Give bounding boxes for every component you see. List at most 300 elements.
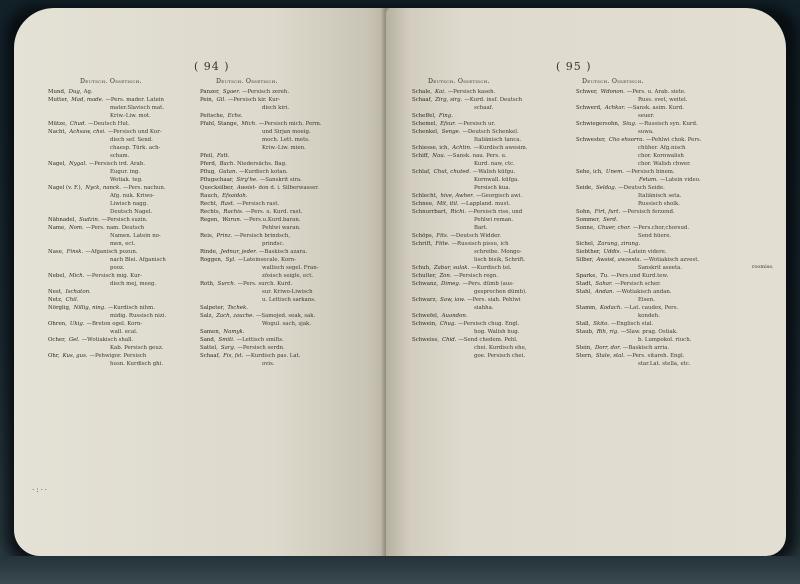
ossetian-word: Sudzin. — [79, 217, 100, 223]
german-word: Quecksilber, — [200, 185, 234, 191]
german-word: Roth, — [200, 281, 215, 287]
ossetian-word: Andan. — [594, 289, 615, 295]
dictionary-entry — [576, 96, 750, 104]
cognate-note: —Afganisch pozun. — [85, 249, 138, 255]
cognate-note: —Lat. caudex, Pers. — [624, 305, 679, 311]
ossetian-word: Surch. — [217, 281, 236, 287]
ossetian-word: Fiite. — [435, 241, 450, 247]
cognate-note: Persisch kua. — [474, 185, 511, 191]
dictionary-entry — [48, 240, 198, 248]
dictionary-entry — [200, 248, 378, 256]
dictionary-entry — [576, 120, 750, 128]
cognate-note: Bart. — [474, 225, 488, 231]
cognate-note: —Pers.chor,chorsud. — [632, 225, 690, 231]
dictionary-entry — [412, 320, 572, 328]
cognate-note: pooz. — [110, 265, 125, 271]
cognate-note: —Baskisch arria. — [622, 345, 670, 351]
cognate-note: u. Lettisch sarkans. — [262, 297, 316, 303]
german-word: Nagel (v. F.), — [48, 185, 83, 191]
cognate-note: —Pers.und Kurd.tew. — [610, 273, 669, 279]
ossetian-word: Awsist- — [236, 185, 257, 191]
dictionary-entry — [576, 88, 750, 96]
cognate-note: chor. Kornwalish — [638, 153, 684, 159]
dictionary-entry — [576, 192, 750, 200]
cognate-note: Russ. svet, weitel. — [638, 97, 688, 103]
ossetian-word: Awsist, awzesta. — [596, 257, 642, 263]
cognate-note: und Sirjan moeig. — [262, 129, 311, 135]
cognate-note: —Sanskrit sira. — [259, 177, 302, 183]
german-word: Schnee, — [412, 201, 434, 207]
ossetian-word: Zabur, sulak. — [433, 265, 470, 271]
ossetian-word: Jednur, jeder. — [220, 249, 257, 255]
dictionary-entry — [200, 232, 378, 240]
ossetian-word: Chuer, chor. — [597, 225, 631, 231]
dictionary-entry — [200, 352, 378, 360]
right-page — [386, 8, 786, 556]
cognate-note: Eisen. — [638, 297, 655, 303]
ossetian-word: Achkar. — [604, 105, 626, 111]
ossetian-word: Sahar. — [595, 281, 613, 287]
german-word: Nase, — [48, 249, 64, 255]
left-column-2 — [200, 88, 378, 368]
dictionary-entry — [412, 88, 572, 96]
ossetian-word: Uddis. — [603, 249, 622, 255]
cognate-note: —Persisch mich. Perm. — [258, 121, 322, 127]
ossetian-word: Achsaw, chsi. — [69, 129, 106, 135]
cognate-note: Russisch sholk. — [638, 201, 680, 207]
dictionary-entry — [412, 216, 572, 224]
cognate-note: —Persisch scher. — [614, 281, 661, 287]
cognate-note: Italiänisch seta. — [638, 193, 682, 199]
dictionary-entry — [576, 176, 750, 184]
ossetian-word: Ukig. — [69, 321, 85, 327]
cognate-note: —Send chedem. Pehl. — [458, 337, 518, 343]
right-col1-header: Deutsch. Ossetisch. — [428, 78, 490, 85]
german-word: Stadt, — [576, 281, 593, 287]
german-word: Name, — [48, 225, 66, 231]
dictionary-entry — [200, 96, 378, 104]
dictionary-entry — [200, 160, 378, 168]
cognate-note: lisch bisik, Schrift. — [474, 257, 526, 263]
cognate-note: Namen. Latein no- — [110, 233, 161, 239]
ossetian-word: Echs. — [227, 113, 243, 119]
ossetian-word: Mich. — [69, 273, 85, 279]
dictionary-entry — [576, 256, 750, 264]
ossetian-word: Fits. — [436, 233, 449, 239]
ossetian-word: Richi. — [450, 209, 467, 215]
ossetian-word: Seldag. — [595, 185, 617, 191]
dictionary-entry — [48, 232, 198, 240]
dictionary-entry — [200, 360, 378, 368]
dictionary-entry — [412, 296, 572, 304]
dictionary-entry — [48, 328, 198, 336]
german-word: Schiff, — [412, 153, 430, 159]
german-word: Reis, — [200, 233, 214, 239]
ossetian-word: Tschek. — [227, 305, 248, 311]
dictionary-entry — [576, 136, 750, 144]
german-word: Pflugschaar, — [200, 177, 234, 183]
german-word: Silber, — [576, 257, 594, 263]
cognate-note: gesprochen dümb). — [474, 289, 527, 295]
cognate-note: —Persisch suzin. — [101, 217, 148, 223]
ossetian-word: Mad, made. — [71, 97, 104, 103]
ossetian-word: Skito. — [593, 321, 609, 327]
dictionary-entry — [200, 336, 378, 344]
ossetian-word: Warun. — [222, 217, 242, 223]
cognate-note: —Persisch rast. — [236, 201, 280, 207]
dictionary-entry — [412, 240, 572, 248]
cognate-note: scham. — [110, 153, 130, 159]
dictionary-entry — [48, 104, 198, 112]
cognate-note: star.Lat. stella, etc. — [638, 361, 691, 367]
cognate-note: sur. Kriwo-Liwisch — [262, 289, 313, 295]
ossetian-word: Cho ehsorra. — [608, 137, 645, 143]
german-word: Stamm, — [576, 305, 598, 311]
dictionary-entry — [200, 184, 378, 192]
cognate-note: —Latein videre. — [623, 249, 667, 255]
german-word: Nest, — [48, 289, 63, 295]
german-word: Staub, — [576, 329, 594, 335]
dictionary-entry — [576, 112, 750, 120]
dictionary-entry — [576, 264, 750, 272]
dictionary-entry — [576, 320, 750, 328]
german-word: Schwer, — [576, 89, 598, 95]
ossetian-word: Nom. — [68, 225, 84, 231]
german-word: Scheffel, — [412, 113, 436, 119]
ossetian-word: Tu. — [600, 273, 609, 279]
dictionary-entry — [200, 192, 378, 200]
dictionary-entry — [48, 336, 198, 344]
dictionary-entry — [412, 104, 572, 112]
cognate-note: Kurd. naw, ctc. — [474, 161, 515, 167]
cognate-note: Wotiak. teg. — [110, 177, 143, 183]
german-word: Mutter, — [48, 97, 69, 103]
german-word: Nebel, — [48, 273, 66, 279]
dictionary-entry — [200, 288, 378, 296]
ossetian-word: Gil. — [216, 97, 226, 103]
ossetian-word: Achtin. — [452, 145, 472, 151]
german-word: Pfeil, — [200, 153, 214, 159]
cognate-note: —Persisch zereh. — [242, 89, 290, 95]
dictionary-entry — [412, 272, 572, 280]
dictionary-entry — [200, 104, 378, 112]
dictionary-entry — [576, 160, 750, 168]
cognate-note: Send hüere. — [638, 233, 672, 239]
left-column-1 — [48, 88, 198, 368]
cognate-note: men, ect. — [110, 241, 136, 247]
german-word: Nagel, — [48, 161, 67, 167]
german-word: Schuh, — [412, 265, 431, 271]
german-word: Schwiegersohn, — [576, 121, 620, 127]
ossetian-word: Stale, stal. — [595, 353, 625, 359]
dictionary-entry — [576, 152, 750, 160]
dictionary-entry — [412, 120, 572, 128]
dictionary-entry — [200, 264, 378, 272]
dictionary-entry — [576, 304, 750, 312]
ossetian-word: Dorr, dor. — [594, 345, 621, 351]
left-page — [14, 8, 386, 556]
german-word: Schenkel, — [412, 129, 439, 135]
dictionary-entry — [200, 240, 378, 248]
ossetian-word: Efsaidah. — [222, 193, 248, 199]
cognate-note: —Pers. u. Kurd. rast. — [245, 209, 303, 215]
dictionary-entry — [48, 256, 198, 264]
ossetian-word: Fatt. — [216, 153, 230, 159]
dictionary-entry — [412, 208, 572, 216]
german-word: Sichel, — [576, 241, 595, 247]
german-word: Salz, — [200, 313, 214, 319]
german-word: Roggen, — [200, 257, 223, 263]
dictionary-entry — [48, 304, 198, 312]
dictionary-entry — [48, 152, 198, 160]
cognate-note: —Georgisch awi. — [475, 193, 523, 199]
dictionary-entry — [200, 272, 378, 280]
cognate-note: chei. Kurdisch ehe, — [474, 345, 527, 351]
ossetian-word: Nillig, ning. — [73, 305, 106, 311]
ossetian-word: Dug, — [68, 89, 82, 95]
dictionary-entry — [576, 280, 750, 288]
ossetian-word: Dimeg. — [441, 281, 461, 287]
ossetian-word: Chid. — [441, 337, 457, 343]
german-word: Schwerd, — [576, 105, 602, 111]
dictionary-entry — [412, 312, 572, 320]
ossetian-word: Smiti. — [218, 337, 235, 343]
dictionary-entry — [48, 192, 198, 200]
cognate-note: —Walish küfgu. — [472, 169, 516, 175]
right-column-1 — [412, 88, 572, 360]
ossetian-word: Sgaer. — [222, 89, 241, 95]
dictionary-entry — [412, 112, 572, 120]
cognate-note: prindsc. — [262, 241, 285, 247]
cognate-note: Afg. nuk. Kriwo- — [110, 193, 155, 199]
german-word: Sehe, ich, — [576, 169, 603, 175]
german-word: Schaaf, — [412, 97, 433, 103]
dictionary-entry — [576, 104, 750, 112]
dictionary-entry — [576, 144, 750, 152]
cognate-note: wall. ecal. — [110, 329, 138, 335]
cognate-note: don d. i. Silberwasser. — [258, 185, 319, 191]
ossetian-word: Nau. — [432, 153, 446, 159]
cognate-note: —Wotiakisch azvest. — [643, 257, 700, 263]
cognate-note: —Pers. nam. Deutsch — [85, 225, 145, 231]
german-word: Schwein, — [412, 321, 437, 327]
dictionary-entry — [412, 304, 572, 312]
cognate-note: —Persisch binem. — [625, 169, 675, 175]
dictionary-entry — [200, 312, 378, 320]
cognate-note: Eugur. ing. — [110, 169, 141, 175]
german-word: Rinde, — [200, 249, 218, 255]
german-word: Siebther, — [576, 249, 601, 255]
german-word: Schale, — [412, 89, 433, 95]
german-word: Regen, — [200, 217, 220, 223]
cognate-note: —Deutsch Schenkel. — [462, 129, 519, 135]
german-word: Schlaf, — [412, 169, 431, 175]
dictionary-entry — [576, 288, 750, 296]
dictionary-entry — [412, 128, 572, 136]
dictionary-entry — [576, 216, 750, 224]
cognate-note: —Pehwigor. Persisch — [89, 353, 147, 359]
dictionary-entry — [48, 296, 198, 304]
ossetian-word: Nygal. — [69, 161, 87, 167]
cognate-note: —Deutsch Widder. — [450, 233, 501, 239]
dictionary-entry — [48, 320, 198, 328]
dictionary-entry — [48, 312, 198, 320]
dictionary-entry — [412, 176, 572, 184]
dictionary-entry — [200, 296, 378, 304]
cognate-note: —Pers. mader. Latein — [105, 97, 164, 103]
cognate-note: —Kurdisch awesim. — [473, 145, 528, 151]
cognate-note: schreibe. Mongo- — [474, 249, 522, 255]
cognate-note: wallisch segel. Fran- — [262, 265, 319, 271]
cognate-note: —Lettisch smilts. — [236, 337, 284, 343]
ossetian-word: Chug. — [439, 321, 457, 327]
german-word: Pflug, — [200, 169, 216, 175]
right-column-2 — [576, 88, 750, 368]
dictionary-entry — [48, 344, 198, 352]
german-word: Sommer, — [576, 217, 601, 223]
german-word: Sohn, — [576, 209, 592, 215]
cognate-note: —Persisch und Kur- — [107, 129, 162, 135]
dictionary-entry — [48, 176, 198, 184]
german-word: Mütze, — [48, 121, 67, 127]
german-word: Ohr, — [48, 353, 60, 359]
ossetian-word: Sirg'he. — [236, 177, 258, 183]
ossetian-word: Auandon. — [441, 313, 468, 319]
cognate-note: —Baskisch azara. — [258, 249, 308, 255]
dictionary-entry — [48, 200, 198, 208]
ossetian-word: Zirg, sirg. — [435, 97, 463, 103]
cognate-note: —Russisch syn. Kurd. — [638, 121, 698, 127]
cognate-note: Ag. — [83, 89, 93, 95]
cognate-note: —Wotiakisch andan. — [616, 289, 672, 295]
cognate-note: —Lappland. must. — [460, 201, 511, 207]
page-number-right: ( 95 ) — [556, 60, 592, 73]
dictionary-entry — [412, 144, 572, 152]
cognate-note: —Pehlwi chok. Pers. — [646, 137, 702, 143]
cognate-note: Kriw.-Liw. mien. — [262, 145, 306, 151]
ossetian-word: Mit, itil. — [436, 201, 459, 207]
german-word: Schöps, — [412, 233, 434, 239]
cognate-note: —Latein video. — [659, 177, 701, 183]
german-word: Schiesse, ich, — [412, 145, 450, 151]
ossetian-word: Ischaton. — [65, 289, 91, 295]
cognate-note: —Persisch kir. Kur- — [227, 97, 281, 103]
german-word: Nörglig, — [48, 305, 71, 311]
german-word: Panzer, — [200, 89, 220, 95]
dictionary-entry — [200, 144, 378, 152]
dictionary-entry — [48, 184, 198, 192]
cognate-note: Kab. Persisch geuz. — [110, 345, 164, 351]
cognate-note: —Deutsch Seide. — [618, 185, 665, 191]
dictionary-entry — [412, 160, 572, 168]
cognate-note: —Persisch mig. Kur- — [86, 273, 142, 279]
dictionary-entry — [200, 200, 378, 208]
german-word: Sparke, — [576, 273, 598, 279]
dictionary-entry — [412, 344, 572, 352]
cognate-note: —Pers.u.Kurd.baran. — [243, 217, 301, 223]
cognate-note: chaesp. Türk. ach- — [110, 145, 161, 151]
cognate-note: Pehlwi waran. — [262, 225, 301, 231]
dictionary-entry — [576, 184, 750, 192]
ossetian-word: Firt, furt. — [594, 209, 621, 215]
dictionary-entry — [576, 168, 750, 176]
ossetian-word: Kus, gus. — [62, 353, 88, 359]
ossetian-word: Namyk. — [223, 329, 245, 335]
cognate-note: suwa. — [638, 129, 654, 135]
dictionary-entry — [412, 336, 572, 344]
ossetian-word: Bach. — [219, 161, 235, 167]
german-word: Netz, — [48, 297, 63, 303]
dictionary-entry — [200, 152, 378, 160]
cognate-note: chüher. Afg.nisch — [638, 145, 686, 151]
dictionary-entry — [576, 360, 750, 368]
german-word: Ohren, — [48, 321, 67, 327]
dictionary-entry — [412, 248, 572, 256]
cognate-note: husn. Kurdisch ghi. — [110, 361, 164, 367]
ossetian-word: Senge. — [441, 129, 461, 135]
cognate-note: b. Lumpokol. riuch. — [638, 337, 692, 343]
dictionary-entry — [412, 264, 572, 272]
dictionary-entry — [412, 288, 572, 296]
dictionary-entry — [576, 344, 750, 352]
cognate-note: midig. Russisch nizi. — [110, 313, 167, 319]
cognate-note: chor. Walish chwer. — [638, 161, 691, 167]
ossetian-word: hive, Awher. — [440, 193, 474, 199]
ossetian-word: Efsur. — [440, 121, 456, 127]
dictionary-entry — [412, 184, 572, 192]
right-col2-header: Deutsch. Ossetisch. — [582, 78, 644, 85]
dictionary-entry — [412, 232, 572, 240]
cognate-note: —Kurdisch kotan. — [239, 169, 288, 175]
dictionary-entry — [48, 272, 198, 280]
cognate-note: kondeh. — [638, 313, 660, 319]
german-word: Mund, — [48, 89, 66, 95]
ossetian-word: Serd. — [603, 217, 618, 223]
german-word: Rechts, — [200, 209, 221, 215]
dictionary-entry — [48, 112, 198, 120]
dictionary-entry — [200, 136, 378, 144]
cognate-note: —Pers. surch. Kurd. — [237, 281, 293, 287]
cognate-note: Pehlwi reman. — [474, 217, 514, 223]
cognate-note: zösisch seigle, ect. — [262, 273, 314, 279]
cognate-note: moch. Lett. mets. — [262, 137, 310, 143]
cognate-note: —Kurd. insf. Deutsch — [464, 97, 523, 103]
german-word: Pferd, — [200, 161, 217, 167]
dictionary-entry — [200, 344, 378, 352]
ossetian-word: Finsk. — [66, 249, 84, 255]
dictionary-entry — [48, 360, 198, 368]
cognate-note: —Kurdisch pas. Lat. — [245, 353, 301, 359]
ossetian-word: Sarg. — [220, 345, 236, 351]
cognate-note: —Pers. nachun. — [123, 185, 166, 191]
ossetian-word: Unem. — [605, 169, 624, 175]
german-word: Pfahl, Stange, — [200, 121, 239, 127]
dictionary-entry — [200, 128, 378, 136]
german-word: Ocher, — [48, 337, 66, 343]
cognate-note: —Breton ogel. Korn- — [86, 321, 143, 327]
dictionary-entry — [48, 168, 198, 176]
ossetian-word: Chud. — [69, 121, 87, 127]
german-word: Rauch, — [200, 193, 220, 199]
german-word: Schwefel, — [412, 313, 439, 319]
cognate-note: Kornwall. küfga. — [474, 177, 519, 183]
dictionary-entry — [576, 312, 750, 320]
cognate-note: Sanskrit aseeta. — [638, 265, 683, 271]
cognate-note: —Persisch regn. — [453, 273, 499, 279]
german-word: Sand, — [200, 337, 216, 343]
dictionary-entry — [576, 208, 750, 216]
dictionary-entry — [576, 336, 750, 344]
